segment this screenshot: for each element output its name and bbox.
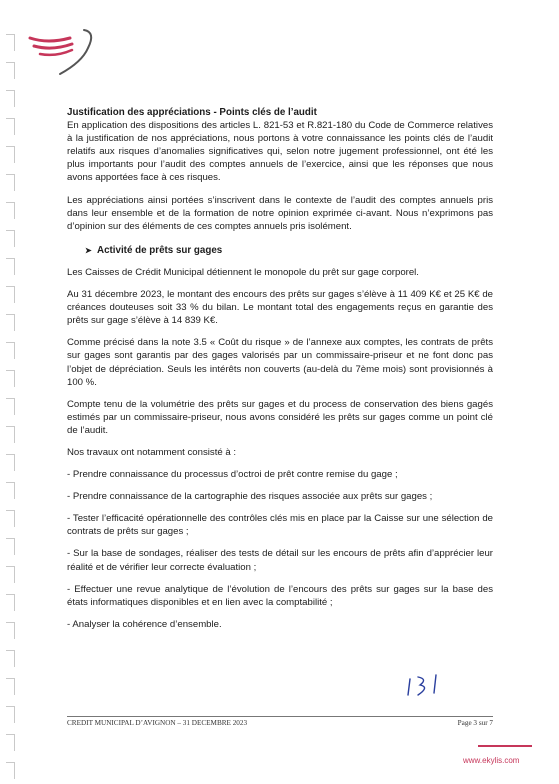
subsection-heading [85,244,493,257]
paragraph: Les Caisses de Crédit Municipal détiennent le monopole du prêt sur gage corporel. [67,266,419,278]
brand-bar [478,745,532,747]
paragraph: Au 31 décembre 2023, le montant des encours des prêts sur gages s’élève à 11 409 K€ et 25 K€ de créances douteuses soit 33 % du bilan. Le montant total des engagements reçus en garantie des prêts sur gage s’élève à 14 839 K€. [67,289,493,327]
paragraph: Comme précisé dans la note 3.5 « Coût du risque » de l’annexe aux comptes, les contrats de prêts sur gages sont garantis par des gages valorisés par un commissaire-priseur et ne font donc pas l’objet de dépréciation. Seuls les intérêts non couverts (au-delà du 7ème mois) sont provisionnés à 100 %. [67,337,493,388]
binder-mark [6,314,15,331]
subsection-title: Activité de prêts sur gages [97,244,223,256]
binder-mark [6,90,15,107]
page-number: Page 3 sur 7 [457,719,493,727]
binder-mark [6,454,15,471]
list-item: - Prendre connaissance du processus d’octroi de prêt contre remise du gage ; [67,469,398,481]
paragraph: Les appréciations ainsi portées s’inscrivent dans le contexte de l’audit des comptes annuels pris dans leur ensemble et de la formation de notre opinion exprimée ci-avant. Nous n’exprimons pas d’opinion sur des éléments de ces comptes annuels pris isolément. [67,194,493,232]
binder-mark [6,342,15,359]
list-item: - Tester l’efficacité opérationnelle des contrôles clés mis en place par la Caisse sur une sélection de contrats de prêts sur gages ; [67,513,493,538]
list-item: - Effectuer une revue analytique de l’évolution de l’encours des prêts sur gages sur la base des états informatiques disponibles et en lien avec la comptabilité ; [67,583,493,608]
binder-mark [6,370,15,387]
binder-margin [0,0,20,784]
binder-mark [6,678,15,695]
binder-mark [6,706,15,723]
list-item: - Prendre connaissance de la cartographie des risques associée aux prêts sur gages ; [67,491,433,503]
binder-mark [6,202,15,219]
binder-mark [6,762,15,779]
handwritten-initials [404,673,444,699]
list-item: - Analyser la cohérence d’ensemble. [67,618,222,630]
section-heading: Justification des appréciations - Points clés de l’audit [67,107,317,118]
ekylis-swoosh-logo [26,26,116,78]
binder-mark [6,34,15,51]
page-footer [67,716,493,727]
paragraph: En application des dispositions des articles L. 821-53 et R.821-180 du Code de Commerce relatives à la justification de nos appréciations, nous portons à votre connaissance les points clés de l’audit relatifs aux risques d’anomalies significatives qui, selon notre jugement professionnel, ont été les plus importants pour l’audit des comptes annuels de l’exercice, ainsi que les réponses que nous avons apportées face à ces risques. [67,120,493,184]
binder-mark [6,286,15,303]
binder-mark [6,482,15,499]
binder-mark [6,566,15,583]
binder-mark [6,398,15,415]
procedures-list [67,468,493,631]
binder-mark [6,174,15,191]
paragraph: Compte tenu de la volumétrie des prêts sur gages et du process de conservation des biens gagés estimés par un commissaire-priseur, nous avons considéré les prêts sur gages comme un point clé de l’audit. [67,398,493,436]
list-item: - Sur la base de sondages, réaliser des tests de détail sur les encours de prêts afin d’apprécier leur réalité et de vérifier leur correcte évaluation ; [67,548,493,573]
binder-mark [6,258,15,275]
binder-mark [6,230,15,247]
binder-mark [6,650,15,667]
document-body [67,106,493,640]
binder-mark [6,426,15,443]
binder-mark [6,510,15,527]
binder-mark [6,118,15,135]
binder-mark [6,622,15,639]
footer-company: CREDIT MUNICIPAL D’AVIGNON – 31 DECEMBRE 2023 [67,719,248,727]
paragraph: Nos travaux ont notamment consisté à : [67,446,237,458]
binder-mark [6,146,15,163]
brand-link[interactable]: www.ekylis.com [463,756,520,765]
arrow-right-icon: ➤ [85,245,92,255]
binder-mark [6,62,15,79]
binder-mark [6,594,15,611]
binder-mark [6,734,15,751]
binder-mark [6,538,15,555]
